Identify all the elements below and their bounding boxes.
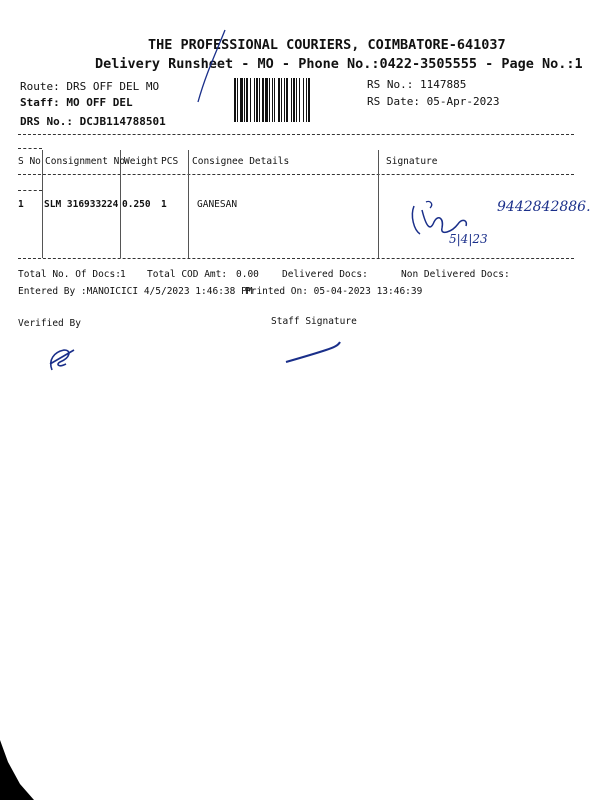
total-docs-label: Total No. Of Docs: xyxy=(18,269,121,280)
printed-on-line xyxy=(245,286,422,297)
printed-on-value: 05-04-2023 13:46:39 xyxy=(313,286,423,297)
staff-label: Staff: xyxy=(20,96,60,109)
runsheet-subtitle: Delivery Runsheet - MO - Phone No.:0422-3505555 - Page No.:1 xyxy=(95,56,583,72)
drs-line xyxy=(20,115,166,128)
company-title: THE PROFESSIONAL COURIERS, COIMBATORE-641037 xyxy=(148,37,506,53)
rs-no-value: 1147885 xyxy=(419,78,467,91)
divider-top xyxy=(18,134,574,135)
rs-date-label: RS Date: xyxy=(367,95,420,108)
pen-stroke-header xyxy=(190,28,230,112)
staff-signature-mark xyxy=(282,338,346,372)
header-pcs: PCS xyxy=(161,156,179,167)
route-line xyxy=(20,80,159,93)
staff-line xyxy=(20,96,133,109)
barcode xyxy=(234,78,356,122)
handwritten-date: 5|4|23 xyxy=(449,232,488,246)
row-weight: 0.250 xyxy=(122,199,151,210)
delivered-docs-label: Delivered Docs: xyxy=(282,269,368,280)
rs-no-label: RS No.: xyxy=(367,78,414,91)
staff-value: MO OFF DEL xyxy=(66,96,133,109)
rs-date-value: 05-Apr-2023 xyxy=(426,95,500,108)
barcode-bar xyxy=(310,78,312,122)
handwritten-phone: 9442842886. xyxy=(497,199,591,215)
verifier-initial-mark xyxy=(44,344,80,378)
printed-on-label: Printed On: xyxy=(245,286,308,297)
row-consignee: GANESAN xyxy=(197,199,238,210)
entered-by-value: MANOICICI 4/5/2023 1:46:38 PM xyxy=(86,286,253,297)
row-sno: 1 xyxy=(18,199,24,210)
divider-short-2 xyxy=(18,190,42,191)
divider-table-bottom xyxy=(18,258,574,259)
rs-date-line xyxy=(367,95,499,108)
route-value: DRS OFF DEL MO xyxy=(66,80,160,93)
entered-by-line xyxy=(18,286,253,297)
rs-no-line xyxy=(367,78,466,91)
header-consignee: Consignee Details xyxy=(192,156,290,167)
divider-header-bottom xyxy=(18,174,574,175)
scan-corner-artifact xyxy=(0,740,40,804)
staff-signature-label: Staff Signature xyxy=(271,316,357,327)
header-consignment: Consignment No xyxy=(45,156,126,167)
header-weight: Weight xyxy=(124,156,159,167)
row-consignment: SLM 316933224 xyxy=(44,199,119,210)
divider-short-1 xyxy=(18,148,42,149)
total-cod-value: 0.00 xyxy=(236,269,259,280)
verified-by-label: Verified By xyxy=(18,318,81,329)
total-docs-value: 1 xyxy=(120,269,126,280)
total-cod-label: Total COD Amt: xyxy=(147,269,228,280)
non-delivered-docs-label: Non Delivered Docs: xyxy=(401,269,510,280)
drs-value: DCJB114788501 xyxy=(79,115,166,128)
entered-by-label: Entered By : xyxy=(18,286,87,297)
header-sno: S No xyxy=(18,156,41,167)
header-signature: Signature xyxy=(386,156,438,167)
col-rule-1 xyxy=(42,150,43,258)
col-rule-3 xyxy=(188,150,189,258)
route-label: Route: xyxy=(20,80,60,93)
row-pcs: 1 xyxy=(161,199,167,210)
col-rule-4 xyxy=(378,150,379,258)
drs-label: DRS No.: xyxy=(20,115,73,128)
